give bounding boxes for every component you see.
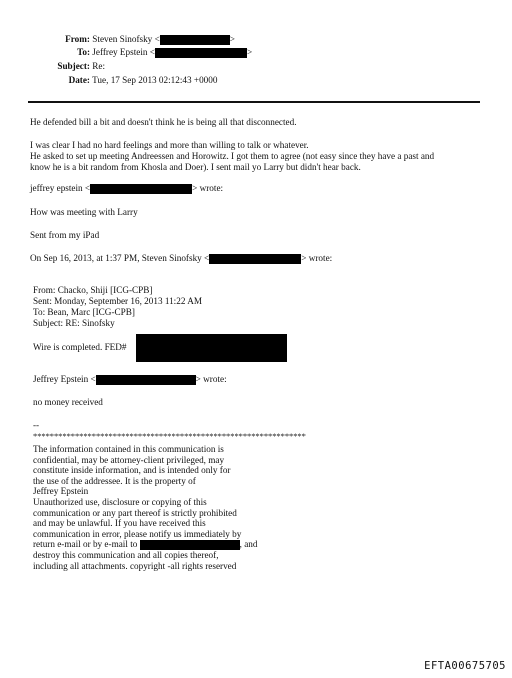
body-paragraph-2-line-3: know he is a bit random from Khosla and Doer). I sent mail yo Larry but didn't hear back. [30, 162, 361, 172]
disclaimer-line: confidential, may be attorney-client privileged, may [33, 454, 225, 465]
quote-2-attribution [30, 253, 332, 264]
quote-1-attribution [30, 183, 223, 194]
disclaimer-line: communication or any part thereof is strictly prohibited [33, 507, 237, 518]
date-value: Tue, 17 Sep 2013 02:12:43 +0000 [92, 75, 218, 85]
close-bracket: > [246, 47, 253, 57]
sent-from-line: Sent from my iPad [30, 230, 100, 240]
redaction-box [155, 48, 247, 58]
quote-1-prefix: jeffrey epstein < [30, 183, 91, 193]
signature-stars: ***************************************************************** [33, 431, 306, 441]
redaction-box [140, 540, 240, 550]
forwarded-subject: Subject: RE: Sinofsky [33, 318, 115, 328]
quote-1-text: How was meeting with Larry [30, 207, 138, 217]
forwarded-attribution-suffix: > wrote: [195, 374, 227, 384]
redaction-box [90, 184, 192, 194]
quote-1-suffix: > wrote: [192, 183, 224, 193]
document-id: EFTA00675705 [424, 660, 506, 672]
quote-2-prefix: On Sep 16, 2013, at 1:37 PM, Steven Sinofsky < [30, 253, 210, 263]
header-divider [28, 101, 480, 103]
header-subject-row [34, 61, 105, 72]
forwarded-attribution [33, 374, 227, 385]
body-paragraph-2-line-1: I was clear I had no hard feelings and more than willing to talk or whatever. [30, 140, 309, 150]
no-money-line: no money received [33, 397, 103, 407]
forwarded-attribution-prefix: Jeffrey Epstein < [33, 374, 96, 384]
forwarded-to: To: Bean, Marc [ICG-CPB] [33, 307, 135, 317]
forwarded-from: From: Chacko, Shiji [ICG-CPB] [33, 285, 153, 295]
header-from-row [34, 34, 235, 45]
quote-2-suffix: > wrote: [301, 253, 333, 263]
disclaimer-email-line [33, 539, 258, 550]
disclaimer-email-prefix: return e-mail or by e-mail to [33, 539, 138, 550]
to-value: Jeffrey Epstein < [92, 47, 155, 57]
date-label: Date: [68, 75, 90, 85]
disclaimer-line: communication in error, please notify us immediately by [33, 528, 242, 539]
disclaimer-email-suffix: , and [239, 539, 258, 550]
redaction-box [136, 334, 287, 362]
disclaimer-line: The information contained in this communication is [33, 444, 224, 454]
from-label: From: [65, 34, 90, 44]
disclaimer-line: Jeffrey Epstein [33, 486, 89, 497]
disclaimer-line: including all attachments. copyright -all rights reserved [33, 560, 237, 571]
disclaimer-line: constitute inside information, and is intended only for [33, 465, 231, 476]
close-bracket: > [229, 34, 235, 44]
redaction-box [160, 35, 230, 45]
disclaimer-line: Unauthorized use, disclosure or copying of this [33, 496, 207, 507]
redaction-box [209, 254, 301, 264]
redaction-box [96, 375, 196, 385]
disclaimer-line: the use of the addressee. It is the property of [33, 475, 196, 486]
subject-label: Subject: [57, 61, 90, 71]
wire-line: Wire is completed. FED# [33, 342, 127, 352]
body-paragraph-1: He defended bill a bit and doesn't think he is being all that disconnected. [30, 117, 297, 127]
from-value: Steven Sinofsky < [92, 34, 160, 44]
disclaimer-line: destroy this communication and all copies thereof, [33, 550, 219, 561]
header-date-row [34, 75, 217, 86]
subject-value: Re: [92, 61, 106, 71]
to-label: To: [77, 47, 90, 57]
signature-dashes: -- [33, 420, 40, 430]
disclaimer-line: and may be unlawful. If you have received this [33, 518, 206, 529]
forwarded-sent: Sent: Monday, September 16, 2013 11:22 AM [33, 296, 203, 306]
header-to-row [34, 47, 252, 58]
disclaimer-lines [33, 444, 258, 571]
body-paragraph-2-line-2: He asked to set up meeting Andreessen and Horowitz. I got them to agree (not easy since they have a past and [30, 151, 435, 161]
